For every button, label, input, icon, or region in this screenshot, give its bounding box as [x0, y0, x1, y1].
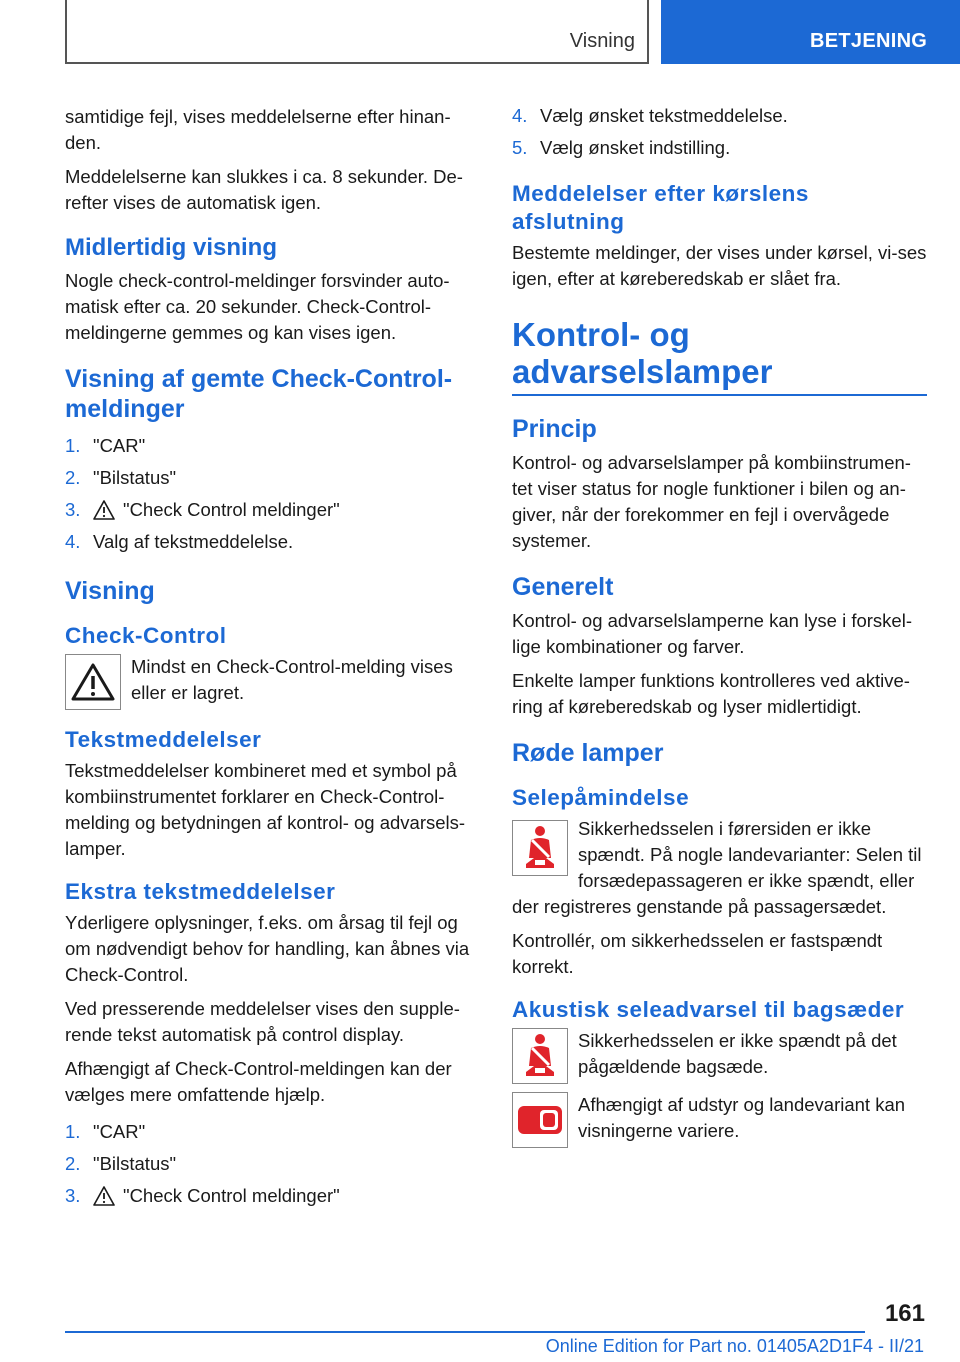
step-text: "Bilstatus"	[93, 467, 177, 488]
step-number: 4.	[65, 531, 81, 552]
step-text: "CAR"	[93, 435, 146, 456]
right-column	[512, 104, 927, 1156]
warning-triangle-icon	[93, 1186, 115, 1206]
heading-extra-text-messages: Ekstra tekstmeddelelser	[65, 879, 336, 904]
seatbelt-reminder-description: Sikkerhedsselen i førersiden er ikke spændt. På nogle landevarianter: Selen til forsædepassageren er ikke spændt, eller der registreres genstande på passagersædet.	[512, 818, 922, 917]
check-control-symbol-block	[65, 654, 480, 710]
paragraph: Bestemte meldinger, der vises under kørsel, vi-ses igen, efter at køreberedskab er slået fra.	[512, 242, 927, 289]
paragraph: Enkelte lamper funktions kontrolleres ved aktive-ring af køreberedskab og lyser midlertidigt.	[512, 670, 910, 717]
warning-triangle-icon	[93, 500, 115, 520]
footer-divider	[65, 1331, 865, 1333]
step-number: 3.	[65, 1185, 81, 1206]
paragraph: Kontrollér, om sikkerhedsselen er fastspændt korrekt.	[512, 930, 883, 977]
list-item	[512, 132, 927, 164]
heading-messages-after-drive: Meddelelser efter kørslens afslutning	[512, 181, 809, 234]
steps-list-saved	[65, 430, 480, 558]
step-text: "Bilstatus"	[93, 1153, 177, 1174]
heading-seatbelt-reminder: Selepåmindelse	[512, 785, 690, 810]
seatbelt-warning-icon	[512, 1028, 568, 1084]
seatbelt-warning-icon	[512, 820, 568, 876]
paragraph: Meddelelserne kan slukkes i ca. 8 sekunder. De-refter vises de automatisk igen.	[65, 166, 463, 213]
step-number: 1.	[65, 435, 81, 456]
step-text: Valg af tekstmeddelelse.	[93, 531, 294, 552]
heading-red-lamps: Røde lamper	[512, 739, 664, 767]
list-item	[65, 462, 480, 494]
paragraph: Ved presserende meddelelser vises den supple-rende tekst automatisk på control display.	[65, 998, 460, 1045]
header-chapter-label: BETJENING	[810, 30, 928, 52]
check-control-description: Mindst en Check-Control-melding vises eller er lagret.	[131, 656, 453, 703]
rear-seatbelt-block	[512, 1028, 927, 1084]
step-number: 2.	[65, 1153, 81, 1174]
list-item	[512, 100, 927, 132]
list-item	[65, 1148, 480, 1180]
seatbelt-reminder-block	[512, 816, 927, 920]
heading-temporary-display: Midlertidig visning	[65, 234, 278, 261]
step-number: 5.	[512, 137, 528, 158]
paragraph: Afhængigt af Check-Control-meldingen kan der vælges mere omfattende hjælp.	[65, 1058, 452, 1105]
paragraph: Nogle check-control-meldinger forsvinder auto-matisk efter ca. 20 sekunder. Check-Control-meldingerne gemmes og kan vises igen.	[65, 270, 450, 343]
heading-general: Generelt	[512, 573, 614, 601]
heading-check-control: Check-Control	[65, 623, 227, 648]
steps-list-continued	[512, 100, 927, 164]
paragraph: Kontrol- og advarselslamper på kombiinstrumen-tet viser status for nogle funktioner i bilen og an-giver, når der forekommer en fejl i overvågede systemer.	[512, 452, 911, 551]
list-item	[65, 1180, 480, 1212]
step-number: 1.	[65, 1121, 81, 1142]
left-column	[65, 104, 480, 1220]
header-section-title: Visning	[569, 30, 635, 52]
step-text: Vælg ønsket indstilling.	[540, 137, 731, 158]
rear-seat-display-description: Afhængigt af udstyr og landevariant kan visningerne variere.	[578, 1094, 906, 1141]
step-text: "Check Control meldinger"	[123, 1185, 340, 1206]
chapter-title: Kontrol- og advarselslamper	[512, 316, 927, 396]
rear-seatbelt-description: Sikkerhedsselen er ikke spændt på det pågældende bagsæde.	[578, 1030, 897, 1077]
step-number: 4.	[512, 105, 528, 126]
step-number: 2.	[65, 467, 81, 488]
paragraph: Kontrol- og advarselslamperne kan lyse i forskel-lige kombinationer og farver.	[512, 610, 912, 657]
step-number: 3.	[65, 499, 81, 520]
list-item	[65, 1116, 480, 1148]
list-item	[65, 526, 480, 558]
step-text: Vælg ønsket tekstmeddelelse.	[540, 105, 788, 126]
footer-edition: Online Edition for Part no. 01405A2D1F4 - II/21	[545, 1336, 924, 1356]
rear-seat-display-block	[512, 1092, 927, 1148]
step-text: "CAR"	[93, 1121, 146, 1142]
heading-display: Visning	[65, 577, 155, 605]
page-number: 161	[884, 1300, 925, 1327]
list-item	[65, 494, 480, 526]
heading-rear-seatbelt-warning: Akustisk seleadvarsel til bagsæder	[512, 997, 905, 1022]
header-frame	[65, 0, 649, 64]
warning-triangle-icon	[65, 654, 121, 710]
paragraph: samtidige fejl, vises meddelelserne efter hinan-den.	[65, 106, 451, 153]
steps-list-help	[65, 1116, 480, 1212]
heading-principle: Princip	[512, 415, 597, 443]
paragraph: Tekstmeddelelser kombineret med et symbol på kombiinstrumentet forklarer en Check-Control-melding og betydningen af kontrol- og advarsels-lamper.	[65, 760, 466, 859]
heading-saved-messages: Visning af gemte Check-Control-meldinger	[65, 365, 453, 423]
list-item	[65, 430, 480, 462]
step-text: "Check Control meldinger"	[123, 499, 340, 520]
paragraph: Yderligere oplysninger, f.eks. om årsag til fejl og om nødvendigt behov for handling, kan åbnes via Check-Control.	[65, 912, 470, 985]
rear-seat-status-icon	[512, 1092, 568, 1148]
heading-text-messages: Tekstmeddelelser	[65, 727, 262, 752]
